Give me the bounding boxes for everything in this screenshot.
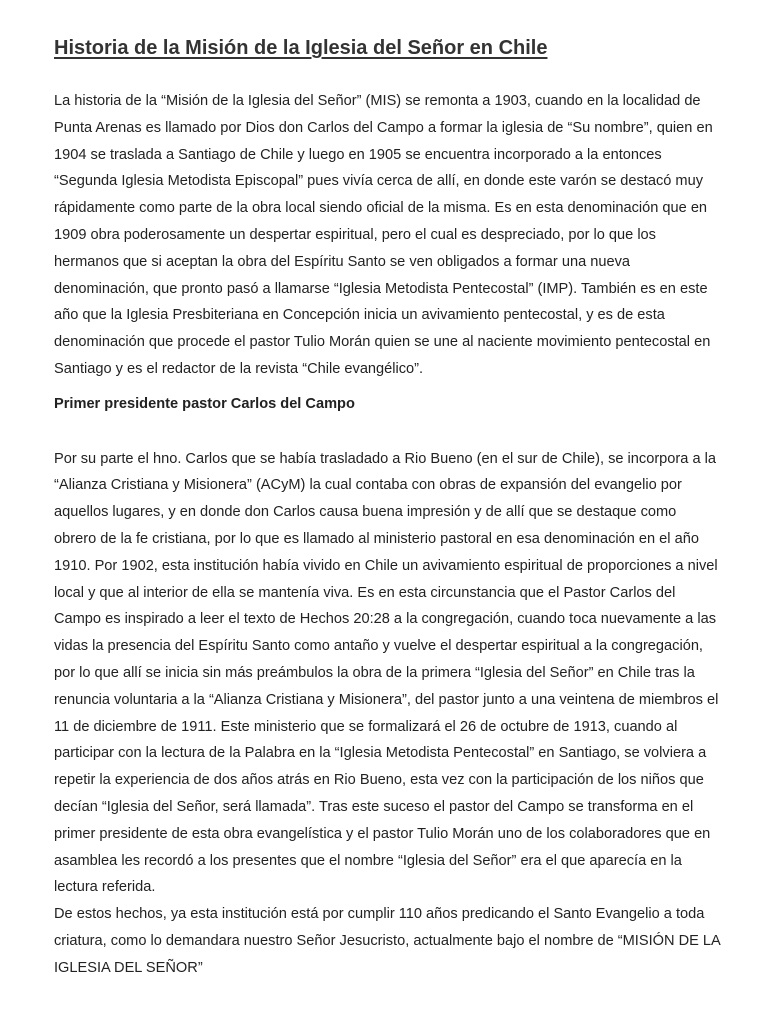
paragraph-current-name: De estos hechos, ya esta institución está por cumplir 110 años predicando el Santo Evangelio a toda criatura, como lo demandara nuestro Señor Jesucristo, actualmente bajo el nombre de “MISIÓN DE LA IGLESIA DEL SEÑOR” <box>54 906 720 976</box>
section-heading: Primer presidente pastor Carlos del Campo <box>54 395 355 412</box>
paragraph-history-origin: La historia de la “Misión de la Iglesia del Señor” (MIS) se remonta a 1903, cuando en la localidad de Punta Arenas es llamado por Dios don Carlos del Campo a formar la iglesia de “Su nombre”, quien en 1904 se traslada a Santiago de Chile y luego en 1905 se encuentra incorporado a la entonces “Segunda Iglesia Metodista Episcopal” pues vivía cerca de allí, en donde este varón se destacó muy rápidamente como parte de la obra local siendo oficial de la misma. Es en esta denominación que en 1909 obra poderosamente un despertar espiritual, pero el cual es despreciado, por lo que los hermanos que si aceptan la obra del Espíritu Santo se ven obligados a formar una nueva denominación, que pronto pasó a llamarse “Iglesia Metodista Pentecostal” (IMP). También es en este año que la Iglesia Presbiteriana en Concepción inicia un avivamiento pentecostal, y es de esta denominación que procede el pastor Tulio Morán quien se une al naciente movimiento pentecostal en Santiago y es el redactor de la revista “Chile evangélico”. <box>54 93 713 377</box>
paragraph-first-president: Por su parte el hno. Carlos que se había trasladado a Rio Bueno (en el sur de Chile), se incorpora a la “Alianza Cristiana y Misionera” (ACyM) la cual contaba con obras de expansión del evangelio por aquellos lugares, y en donde don Carlos causa buena impresión y de allí que se destaque como obrero de la fe cristiana, por lo que es llamado al ministerio pastoral en esa denominación en el año 1910. Por 1902, esta institución había vivido en Chile un avivamiento espiritual de proporciones a nivel local y que al interior de ella se mantenía viva. Es en esta circunstancia que el Pastor Carlos del Campo es inspirado a leer el texto de Hechos 20:28 a la congregación, cuando toca nuevamente a las vidas la presencia del Espíritu Santo como antaño y vuelve el despertar espiritual a la congregación, por lo que allí se inicia sin más preámbulos la obra de la primera “Iglesia del Señor” en Chile tras la renuncia voluntaria a la “Alianza Cristiana y Misionera”, del pastor junto a una veintena de miembros el 11 de diciembre de 1911. Este ministerio que se formalizará el 26 de octubre de 1913, cuando al participar con la lectura de la Palabra en la “Iglesia Metodista Pentecostal” en Santiago, se volviera a repetir la experiencia de dos años atrás en Rio Bueno, esta vez con la participación de los niños que decían “Iglesia del Señor, será llamada”. Tras este suceso el pastor del Campo se transforma en el primer presidente de esta obra evangelística y el pastor Tulio Morán uno de los colaboradores que en asamblea les recordó a los presentes que el nombre “Iglesia del Señor” era el que aparecía en la lectura referida. <box>54 450 719 896</box>
page-title: Historia de la Misión de la Iglesia del Señor en Chile <box>54 37 548 59</box>
